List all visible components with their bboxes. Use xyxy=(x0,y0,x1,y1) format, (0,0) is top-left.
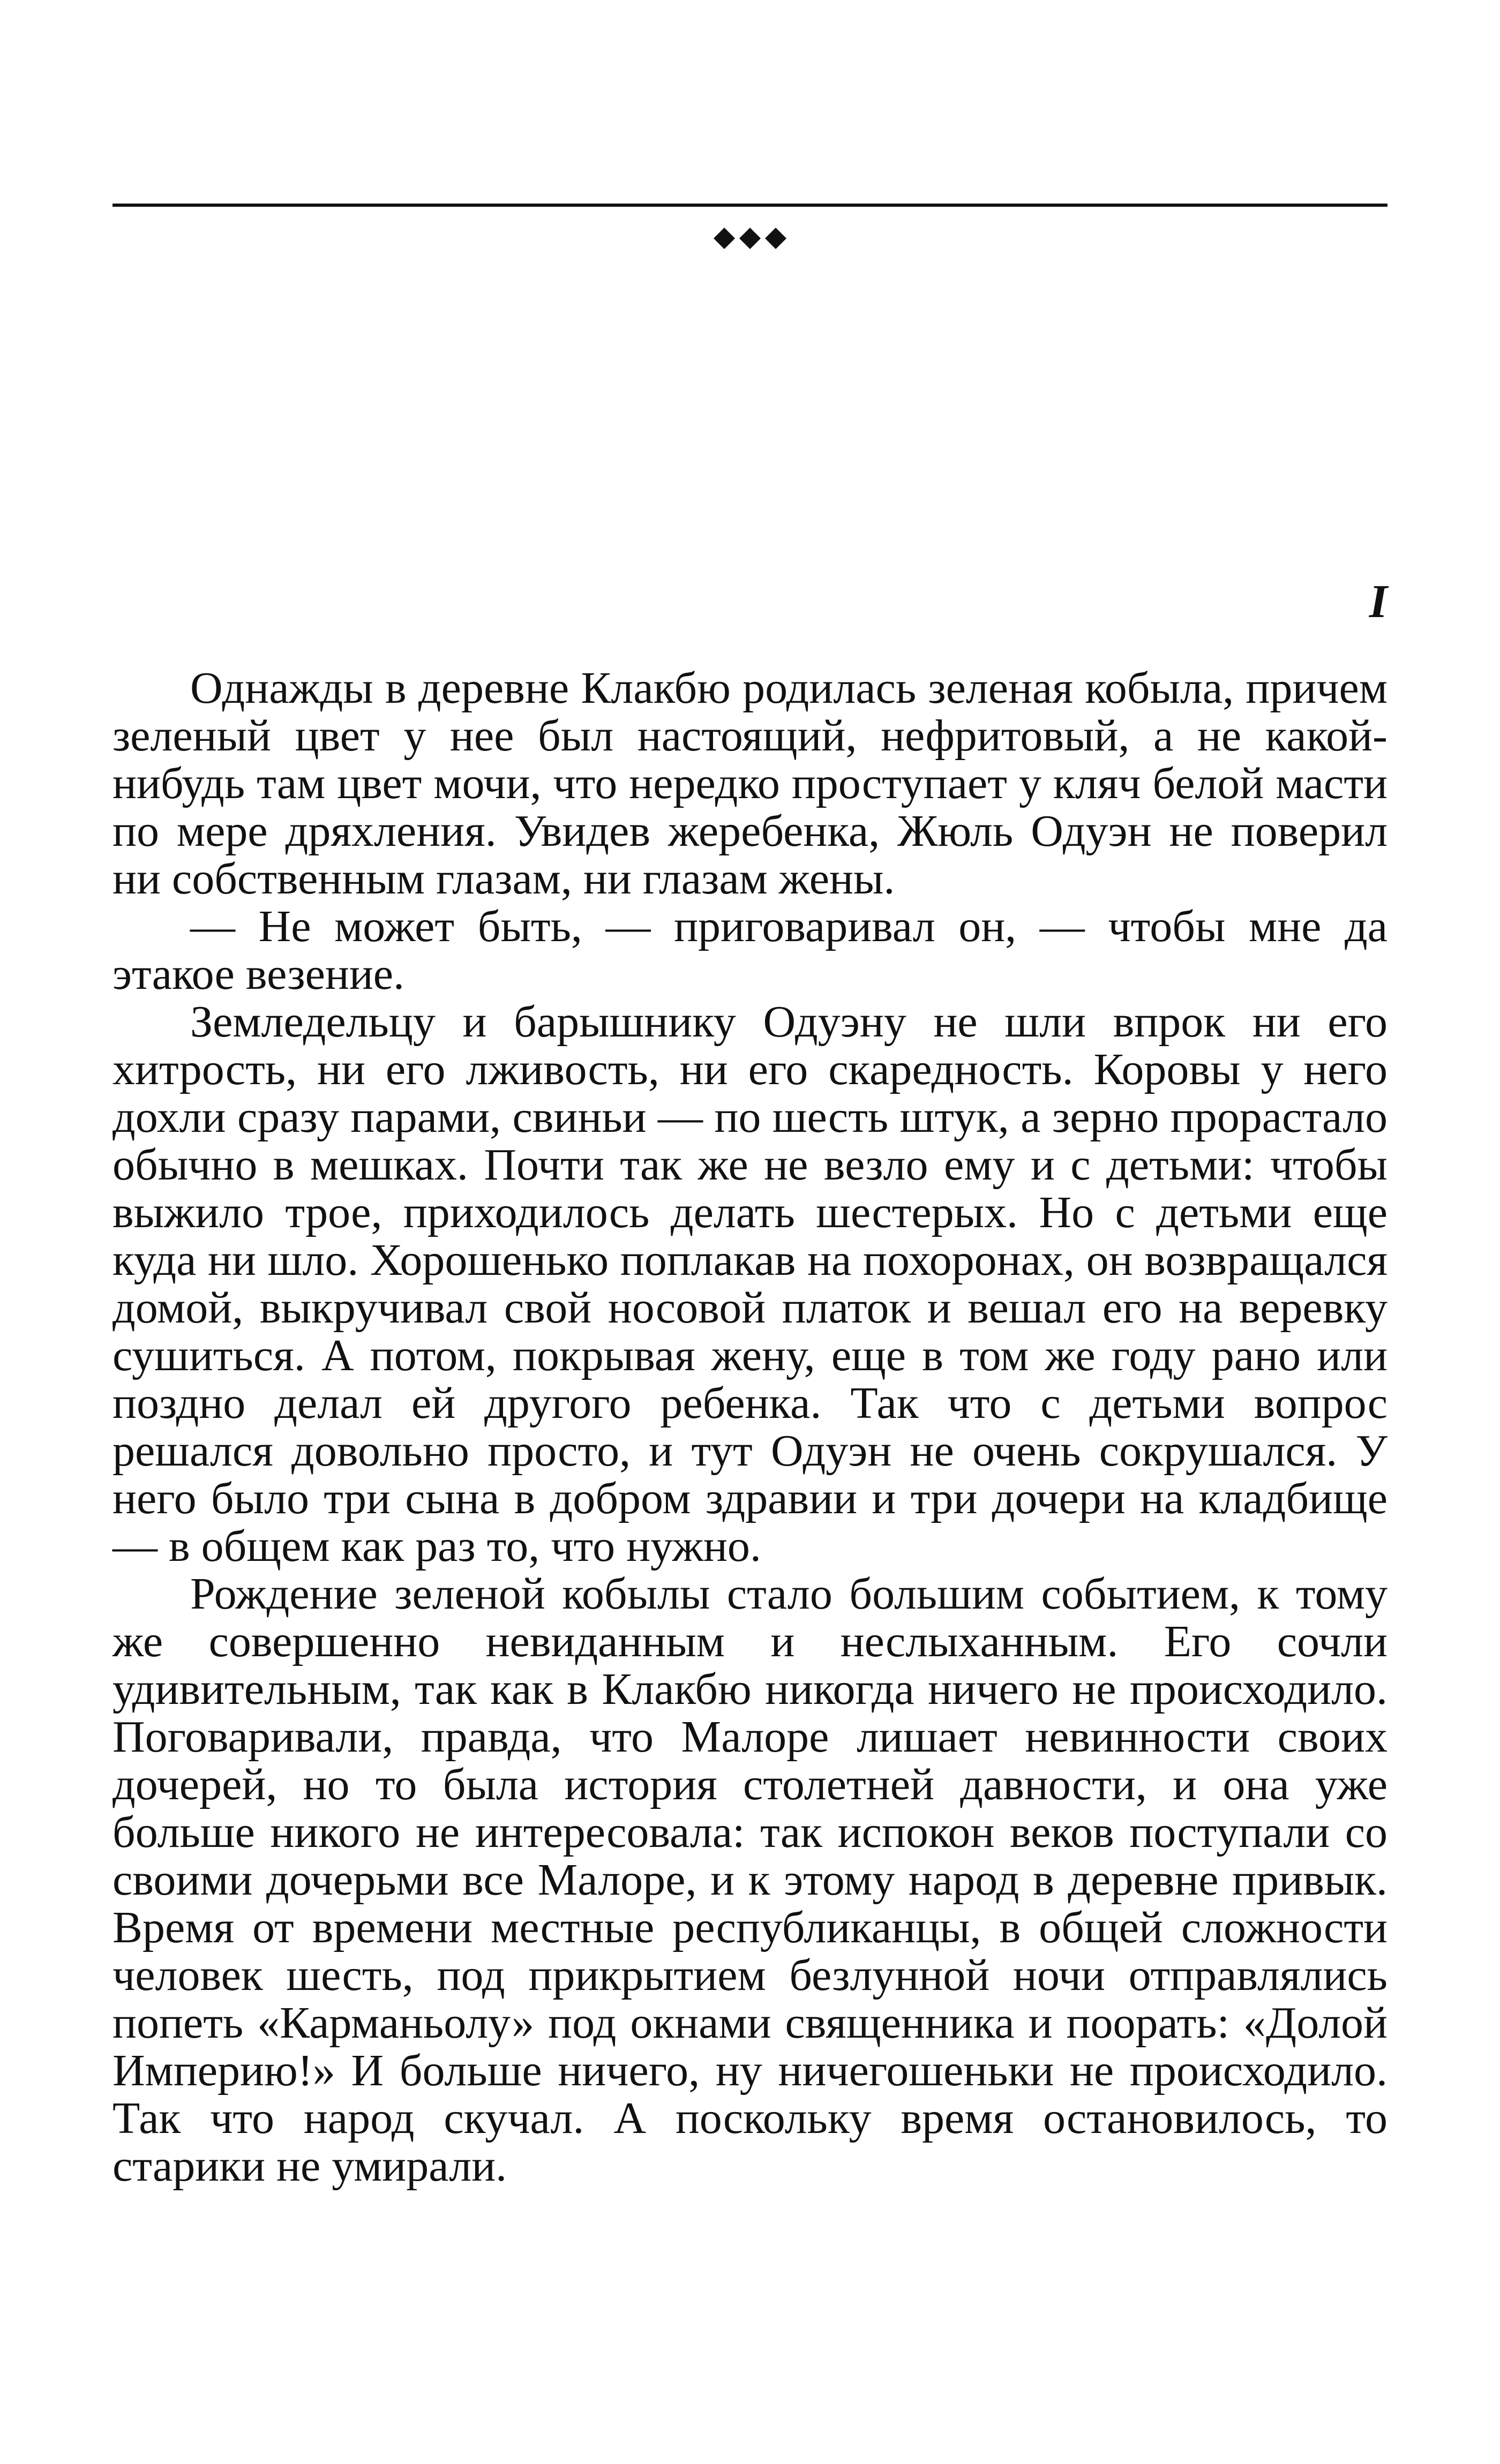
diamond-ornament-icon xyxy=(712,225,788,252)
paragraph: Рождение зеленой кобылы стало большим событием, к тому же совершенно невиданным и неслыханным. Его сочли удивительным, так как в Клакбю никогда ничего не происходило. Поговаривали, правда, что Малоре лишает невинности своих дочерей, но то была история столетней давности, и она уже больше никого не интересовала: так испокон веков поступали со своими дочерьми все Малоре, и к этому народ в деревне привык. Время от времени местные республиканцы, в общей сложности человек шесть, под прикрытием безлунной ночи отправлялись попеть «Карманьолу» под окнами священника и поорать: «Долой Империю!» И больше ничего, ну ничегошеньки не происходило. Так что народ скучал. А поскольку время остановилось, то старики не умирали. xyxy=(112,1569,1388,2191)
header-rule xyxy=(112,204,1388,207)
paragraph: Земледельцу и барышнику Одуэну не шли впрок ни его хитрость, ни его лживость, ни его скаредность. Коровы у него дохли сразу парами, свиньи — по шесть штук, а зерно прорастало обычно в мешках. Почти так же не везло ему и с детьми: чтобы выжило трое, приходилось делать шестерых. Но с детьми еще куда ни шло. Хорошенько поплакав на похоронах, он возвращался домой, выкручивал свой носовой платок и вешал его на веревку сушиться. А потом, покрывая жену, еще в том же году рано или поздно делал ей другого ребенка. Так что с детьми вопрос решался довольно просто, и тут Одуэн не очень сокрушался. У него было три сына в добром здравии и три дочери на кладбище — в общем как раз то, что нужно. xyxy=(112,997,1388,1571)
paragraph: Однажды в деревне Клакбю родилась зеленая кобыла, причем зеленый цвет у нее был настоящий, нефритовый, а не какой-нибудь там цвет мочи, что нередко проступает у кляч белой масти по мере дряхления. Увидев жеребенка, Жюль Одуэн не поверил ни собственным глазам, ни глазам жены. xyxy=(112,663,1388,904)
chapter-number: I xyxy=(1369,576,1388,628)
body-text xyxy=(112,664,1388,2190)
paragraph: — Не может быть, — приговаривал он, — чтобы мне да этакое везение. xyxy=(112,902,1388,999)
